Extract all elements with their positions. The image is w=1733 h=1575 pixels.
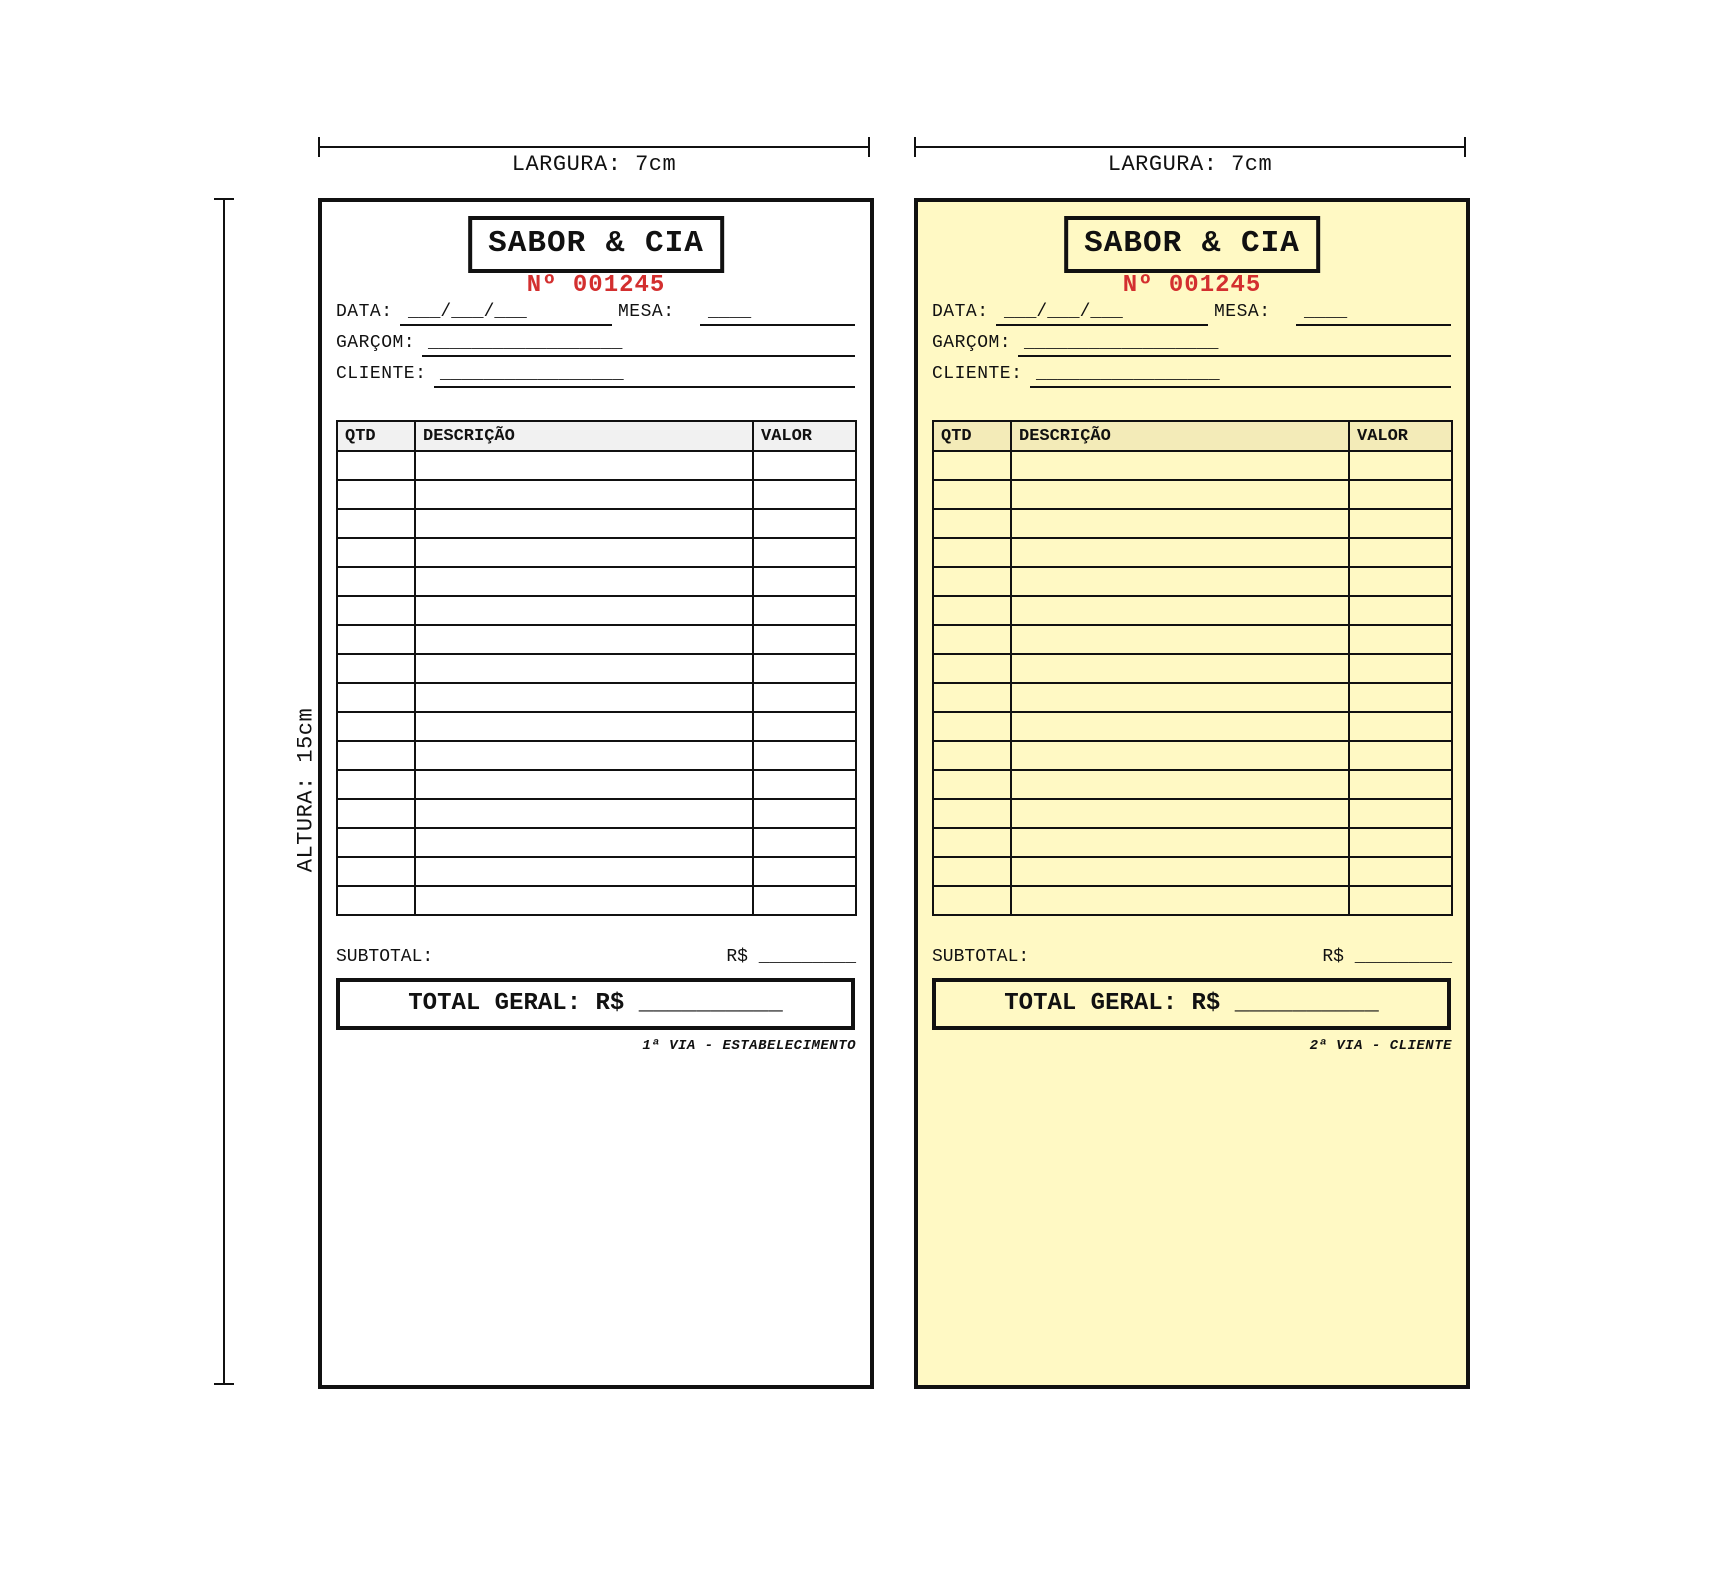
value-cell[interactable] [753, 625, 856, 654]
mesa-underline[interactable] [1296, 324, 1451, 326]
qty-cell[interactable] [933, 886, 1011, 915]
table-row [933, 683, 1452, 712]
description-cell[interactable] [1011, 480, 1349, 509]
value-cell[interactable] [1349, 683, 1452, 712]
table-row [933, 857, 1452, 886]
height-dimension-line [214, 198, 234, 1385]
table-header-row [933, 421, 1452, 451]
description-cell[interactable] [1011, 770, 1349, 799]
description-cell[interactable] [1011, 712, 1349, 741]
qty-cell[interactable] [337, 770, 415, 799]
cliente-blank: _________________ [1036, 364, 1220, 384]
value-cell[interactable] [1349, 886, 1452, 915]
description-cell[interactable] [415, 480, 753, 509]
description-cell[interactable] [415, 567, 753, 596]
mesa-blank: ____ [1304, 302, 1348, 322]
qty-cell[interactable] [337, 538, 415, 567]
table-row [337, 625, 856, 654]
value-cell[interactable] [1349, 567, 1452, 596]
value-cell[interactable] [753, 770, 856, 799]
cliente-underline[interactable] [1030, 386, 1451, 388]
description-cell[interactable] [1011, 799, 1349, 828]
qty-cell[interactable] [337, 509, 415, 538]
value-cell[interactable] [753, 596, 856, 625]
table-row [933, 625, 1452, 654]
date-mesa-row [336, 300, 856, 326]
items-table [336, 420, 857, 916]
description-cell[interactable] [415, 625, 753, 654]
qty-header: QTD [337, 421, 415, 451]
date-blank: ___/___/___ [408, 302, 527, 322]
mesa-label: MESA: [618, 302, 675, 322]
qty-cell[interactable] [337, 741, 415, 770]
ticket-number: Nº 001245 [526, 272, 666, 299]
qty-cell[interactable] [933, 509, 1011, 538]
date-underline[interactable] [400, 324, 612, 326]
description-cell[interactable] [415, 857, 753, 886]
table-row [933, 712, 1452, 741]
items-table [932, 420, 1453, 916]
table-row [933, 538, 1452, 567]
description-cell[interactable] [1011, 567, 1349, 596]
description-cell[interactable] [1011, 886, 1349, 915]
garcom-row [336, 331, 856, 357]
table-row [337, 480, 856, 509]
garcom-underline[interactable] [1018, 355, 1451, 357]
table-row [933, 480, 1452, 509]
value-cell[interactable] [753, 712, 856, 741]
table-row [337, 451, 856, 480]
description-cell[interactable] [1011, 451, 1349, 480]
qty-cell[interactable] [933, 451, 1011, 480]
cliente-row [336, 362, 856, 388]
value-cell[interactable] [753, 741, 856, 770]
value-cell[interactable] [1349, 654, 1452, 683]
table-row [337, 596, 856, 625]
qty-cell[interactable] [933, 596, 1011, 625]
description-cell[interactable] [415, 596, 753, 625]
value-cell[interactable] [1349, 712, 1452, 741]
garcom-underline[interactable] [422, 355, 855, 357]
description-cell[interactable] [415, 683, 753, 712]
garcom-blank: __________________ [1024, 333, 1219, 353]
cliente-underline[interactable] [434, 386, 855, 388]
qty-cell[interactable] [933, 683, 1011, 712]
qty-cell[interactable] [933, 654, 1011, 683]
value-cell[interactable] [753, 509, 856, 538]
ticket-first-copy [318, 198, 874, 1389]
value-header: VALOR [753, 421, 856, 451]
qty-cell[interactable] [933, 538, 1011, 567]
qty-cell[interactable] [337, 654, 415, 683]
description-cell[interactable] [1011, 857, 1349, 886]
garcom-label: GARÇOM: [336, 333, 416, 353]
qty-cell[interactable] [933, 857, 1011, 886]
description-cell[interactable] [1011, 625, 1349, 654]
table-row [337, 538, 856, 567]
value-cell[interactable] [753, 451, 856, 480]
width-label-2: LARGURA: 7cm [1107, 152, 1273, 177]
table-row [933, 741, 1452, 770]
qty-cell[interactable] [337, 625, 415, 654]
cliente-row [932, 362, 1452, 388]
height-label: ALTURA: 15cm [293, 707, 319, 873]
qty-cell[interactable] [337, 567, 415, 596]
value-cell[interactable] [753, 857, 856, 886]
qty-cell[interactable] [933, 770, 1011, 799]
brand-title: SABOR & CIA [1064, 216, 1320, 273]
total-geral-box: TOTAL GERAL: R$ __________ [336, 978, 855, 1030]
qty-cell[interactable] [337, 828, 415, 857]
table-row [337, 683, 856, 712]
description-cell[interactable] [415, 799, 753, 828]
description-cell[interactable] [415, 770, 753, 799]
subtotal-value: R$ _________ [726, 947, 856, 967]
description-cell[interactable] [415, 509, 753, 538]
qty-cell[interactable] [337, 799, 415, 828]
description-cell[interactable] [415, 828, 753, 857]
description-cell[interactable] [1011, 509, 1349, 538]
qty-cell[interactable] [337, 596, 415, 625]
value-cell[interactable] [1349, 799, 1452, 828]
description-cell[interactable] [1011, 596, 1349, 625]
garcom-row [932, 331, 1452, 357]
qty-cell[interactable] [933, 625, 1011, 654]
value-cell[interactable] [753, 799, 856, 828]
ticket-number: Nº 001245 [1122, 272, 1262, 299]
table-row [933, 799, 1452, 828]
value-cell[interactable] [753, 828, 856, 857]
description-header: DESCRIÇÃO [415, 421, 753, 451]
date-blank: ___/___/___ [1004, 302, 1123, 322]
value-cell[interactable] [1349, 538, 1452, 567]
table-row [337, 828, 856, 857]
value-cell[interactable] [1349, 857, 1452, 886]
ticket-second-copy [914, 198, 1470, 1389]
copy-designation: 2ª VIA - CLIENTE [1309, 1038, 1452, 1054]
qty-cell[interactable] [933, 828, 1011, 857]
qty-cell[interactable] [337, 857, 415, 886]
value-cell[interactable] [1349, 770, 1452, 799]
value-cell[interactable] [753, 538, 856, 567]
value-header: VALOR [1349, 421, 1452, 451]
qty-cell[interactable] [337, 683, 415, 712]
value-cell[interactable] [753, 654, 856, 683]
value-cell[interactable] [1349, 741, 1452, 770]
value-cell[interactable] [753, 886, 856, 915]
table-row [337, 654, 856, 683]
table-row [337, 567, 856, 596]
description-cell[interactable] [1011, 828, 1349, 857]
table-row [933, 770, 1452, 799]
cliente-label: CLIENTE: [336, 364, 427, 384]
qty-cell[interactable] [933, 480, 1011, 509]
table-row [933, 654, 1452, 683]
description-cell[interactable] [415, 886, 753, 915]
subtotal-label: SUBTOTAL: [932, 947, 1030, 967]
table-row [933, 886, 1452, 915]
description-cell[interactable] [1011, 683, 1349, 712]
width-label-1: LARGURA: 7cm [511, 152, 677, 177]
description-cell[interactable] [415, 741, 753, 770]
value-cell[interactable] [1349, 828, 1452, 857]
table-row [933, 509, 1452, 538]
description-cell[interactable] [415, 538, 753, 567]
description-cell[interactable] [415, 451, 753, 480]
date-label: DATA: [932, 302, 989, 322]
table-row [337, 857, 856, 886]
qty-cell[interactable] [933, 741, 1011, 770]
qty-cell[interactable] [933, 799, 1011, 828]
copy-designation: 1ª VIA - ESTABELECIMENTO [642, 1038, 856, 1054]
qty-cell[interactable] [337, 886, 415, 915]
mesa-blank: ____ [708, 302, 752, 322]
table-row [933, 596, 1452, 625]
table-row [337, 770, 856, 799]
value-cell[interactable] [753, 480, 856, 509]
table-header-row [337, 421, 856, 451]
description-cell[interactable] [1011, 538, 1349, 567]
subtotal-label: SUBTOTAL: [336, 947, 434, 967]
cliente-label: CLIENTE: [932, 364, 1023, 384]
table-row [337, 741, 856, 770]
value-cell[interactable] [1349, 625, 1452, 654]
value-cell[interactable] [1349, 596, 1452, 625]
total-geral-box: TOTAL GERAL: R$ __________ [932, 978, 1451, 1030]
cliente-blank: _________________ [440, 364, 624, 384]
value-cell[interactable] [753, 567, 856, 596]
subtotal-row [932, 947, 1452, 973]
qty-cell[interactable] [337, 451, 415, 480]
mesa-label: MESA: [1214, 302, 1271, 322]
mesa-underline[interactable] [700, 324, 855, 326]
value-cell[interactable] [1349, 480, 1452, 509]
subtotal-row [336, 947, 856, 973]
value-cell[interactable] [1349, 451, 1452, 480]
table-row [337, 509, 856, 538]
value-cell[interactable] [1349, 509, 1452, 538]
description-header: DESCRIÇÃO [1011, 421, 1349, 451]
value-cell[interactable] [753, 683, 856, 712]
date-label: DATA: [336, 302, 393, 322]
table-row [933, 567, 1452, 596]
qty-cell[interactable] [337, 480, 415, 509]
qty-cell[interactable] [933, 567, 1011, 596]
description-cell[interactable] [415, 712, 753, 741]
garcom-blank: __________________ [428, 333, 623, 353]
qty-header: QTD [933, 421, 1011, 451]
subtotal-value: R$ _________ [1322, 947, 1452, 967]
date-underline[interactable] [996, 324, 1208, 326]
table-row [337, 886, 856, 915]
table-row [337, 799, 856, 828]
date-mesa-row [932, 300, 1452, 326]
table-row [933, 828, 1452, 857]
description-cell[interactable] [1011, 741, 1349, 770]
table-row [933, 451, 1452, 480]
table-row [337, 712, 856, 741]
qty-cell[interactable] [933, 712, 1011, 741]
description-cell[interactable] [1011, 654, 1349, 683]
garcom-label: GARÇOM: [932, 333, 1012, 353]
description-cell[interactable] [415, 654, 753, 683]
qty-cell[interactable] [337, 712, 415, 741]
brand-title: SABOR & CIA [468, 216, 724, 273]
